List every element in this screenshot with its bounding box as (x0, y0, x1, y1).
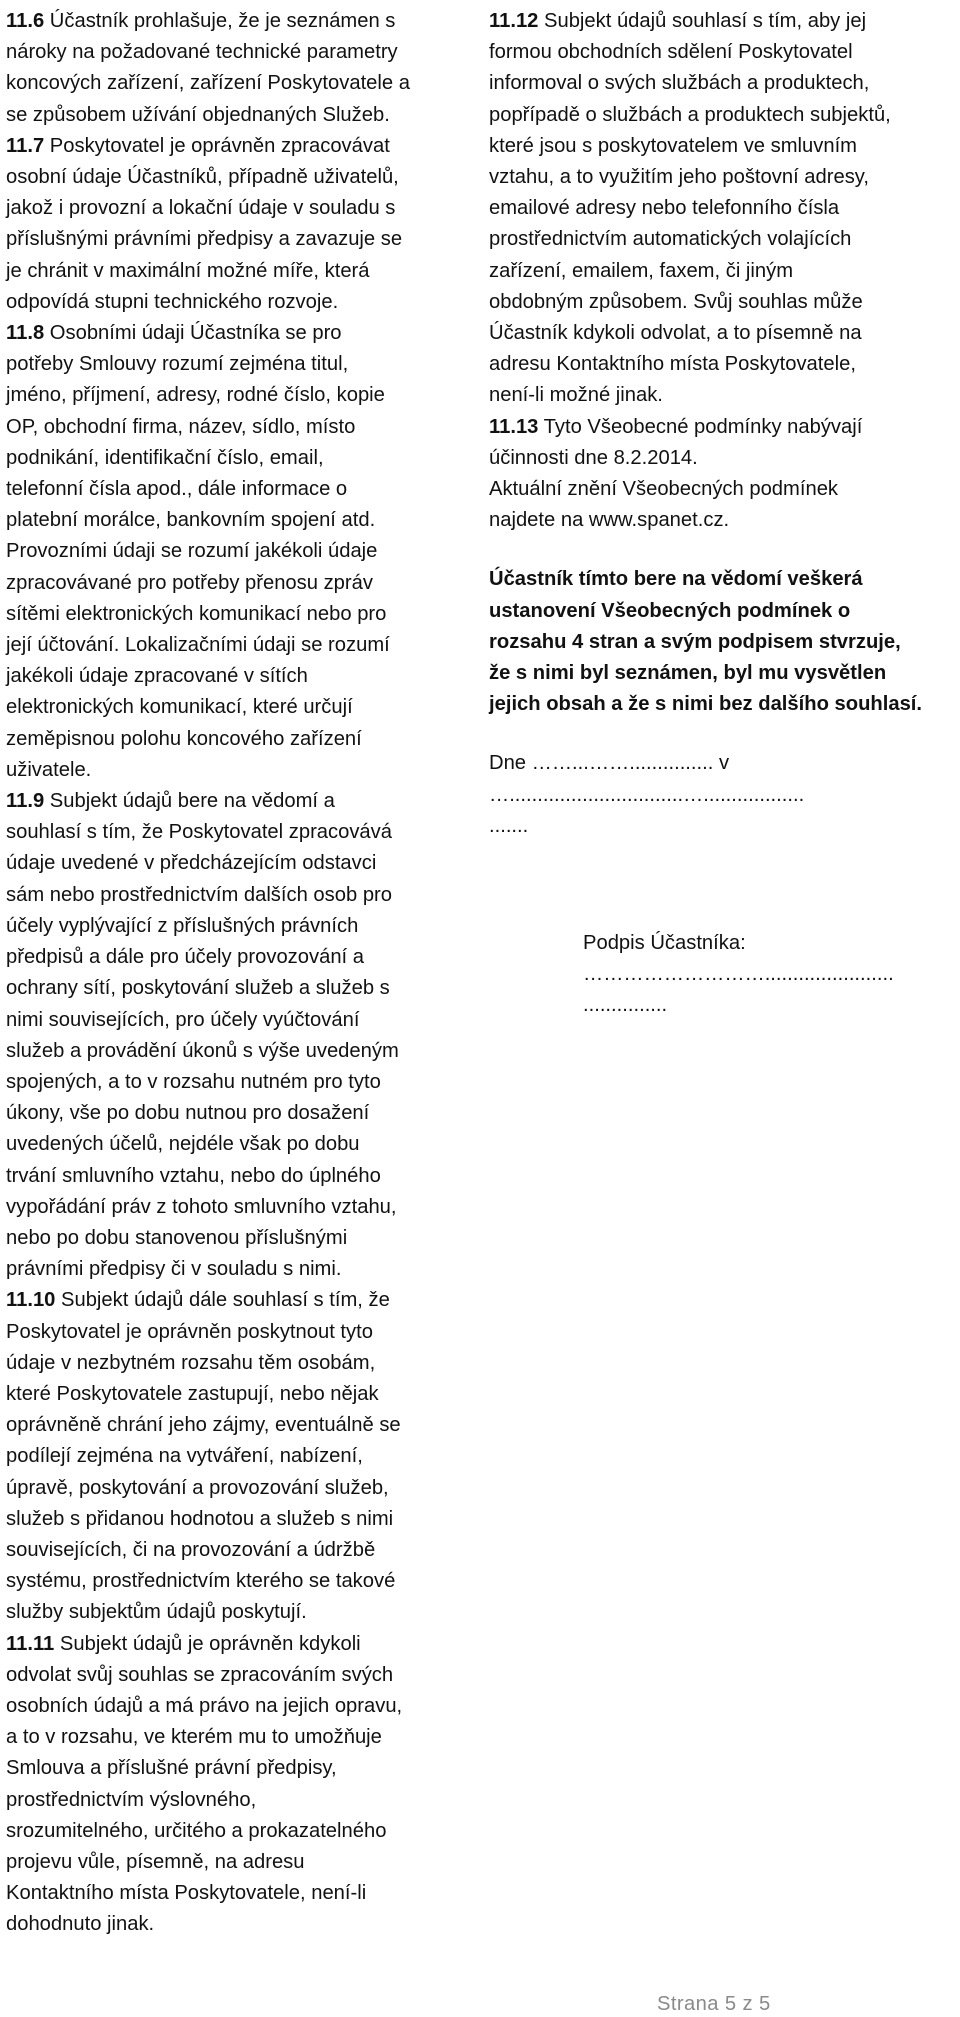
text-line: potřeby Smlouvy rozumí zejména titul, (6, 353, 349, 376)
text-line: Aktuální znění Všeobecných podmínek (489, 478, 839, 501)
paragraph-number: 11.11 (6, 1632, 55, 1655)
paragraph-number: 11.6 (6, 10, 45, 32)
text-line: sítěmi elektronických komunikací nebo pro (6, 602, 387, 625)
text-line: spojených, a to v rozsahu nutném pro tyto (6, 1070, 381, 1093)
text-line: právními předpisy či v souladu s nimi. (6, 1258, 342, 1281)
text-line: služby subjektům údajů poskytují. (6, 1601, 307, 1624)
text-line: sám nebo prostřednictvím dalších osob pro (6, 883, 392, 906)
text-line: najdete na www.spanet.cz. (489, 509, 730, 532)
text-line: emailové adresy nebo telefonního čísla (489, 197, 840, 220)
text-line: že s nimi byl seznámen, byl mu vysvětlen (489, 662, 887, 685)
right-column (489, 6, 959, 1022)
text-line: příslušnými právními předpisy a zavazuje se (6, 228, 403, 251)
text-line: úkony, vše po dobu nutnou pro dosažení (6, 1102, 370, 1125)
text-line: podnikání, identifikační číslo, email, (6, 446, 324, 469)
text-line: formou obchodních sdělení Poskytovatel (489, 41, 853, 64)
text-line: ustanovení Všeobecných podmínek o (489, 599, 851, 622)
text-line: systému, prostřednictvím kterého se takové (6, 1570, 396, 1593)
paragraph-number: 11.7 (6, 134, 45, 157)
text-line: údaje uvedené v předcházejícím odstavci (6, 852, 377, 875)
text-line: které Poskytovatele zastupují, nebo nějak (6, 1382, 379, 1405)
place-line: …...............................….................. (489, 783, 805, 806)
text-line: dohodnuto jinak. (6, 1913, 155, 1936)
text-line: prostřednictvím výslovného, (6, 1788, 257, 1811)
paragraph-number: 11.10 (6, 1289, 56, 1312)
date-line: Dne ……...……............... v (489, 752, 730, 775)
text-line: služeb s přidanou hodnotou a služeb s nimi (6, 1507, 394, 1530)
text-line: elektronických komunikací, které určují (6, 696, 353, 719)
text-line: Smlouva a příslušné právní předpisy, (6, 1757, 337, 1780)
signature-label: Podpis Účastníka: (583, 932, 746, 955)
text-line: Kontaktního místa Poskytovatele, není-li (6, 1882, 367, 1905)
text-line: zpracovávané pro potřeby přenosu zpráv (6, 571, 373, 594)
spacer (489, 536, 959, 564)
text-line: zařízení, emailem, faxem, či jiným (489, 259, 794, 282)
text-line: Účastník prohlašuje, že je seznámen s (44, 10, 396, 32)
text-line: souhlasí s tím, že Poskytovatel zpracovává (6, 821, 392, 844)
text-line: Provozními údaji se rozumí jakékoli údaje (6, 540, 378, 563)
text-line: osobní údaje Účastníků, případně uživatelů, (6, 166, 399, 189)
text-line: které jsou s poskytovatelem ve smluvním (489, 134, 857, 157)
text-line: rozsahu 4 stran a svým podpisem stvrzuje, (489, 630, 901, 653)
text-line: popřípadě o službách a produktech subjektů, (489, 103, 891, 126)
text-line: obdobným způsobem. Svůj souhlas může (489, 290, 863, 313)
text-line: Subjekt údajů dále souhlasí s tím, že (55, 1289, 390, 1312)
text-line: vypořádání práv z tohoto smluvního vztahu, (6, 1195, 397, 1218)
text-line: podílejí zejména na vytváření, nabízení, (6, 1445, 363, 1468)
text-line: vztahu, a to využitím jeho poštovní adresy, (489, 166, 870, 189)
text-line: není-li možné jinak. (489, 384, 663, 407)
date-place-field (489, 748, 959, 842)
text-line: adresu Kontaktního místa Poskytovatele, (489, 353, 856, 376)
paragraph-11-6 (6, 6, 476, 131)
text-line: je chránit v maximální možné míře, která (6, 259, 370, 282)
paragraph-11-7 (6, 131, 476, 318)
acknowledgement-statement (489, 564, 959, 720)
text-line: nimi souvisejících, pro účely vyúčtování (6, 1008, 360, 1031)
text-line: jméno, příjmení, adresy, rodné číslo, kopie (6, 384, 385, 407)
text-line: Účastník tímto bere na vědomí veškerá (489, 568, 863, 591)
text-line: telefonní čísla apod., dále informace o (6, 478, 348, 501)
paragraph-11-9 (6, 786, 476, 1285)
signature-line: ………………………....................... (583, 963, 894, 986)
text-line: Osobními údaji Účastníka se pro (44, 322, 342, 345)
text-line: uživatele. (6, 758, 92, 781)
page-number: Strana 5 z 5 (657, 1993, 771, 2015)
text-line: informoval o svých službách a produktech, (489, 72, 870, 95)
text-line: účely vyplývající z příslušných právních (6, 914, 359, 937)
text-line: trvání smluvního vztahu, nebo do úplného (6, 1164, 381, 1187)
text-line: Subjekt údajů bere na vědomí a (44, 790, 335, 813)
text-line: oprávněně chrání jeho zájmy, eventuálně se (6, 1414, 401, 1437)
text-line: úpravě, poskytování a provozování služeb, (6, 1476, 389, 1499)
paragraph-11-10 (6, 1285, 476, 1628)
paragraph-number: 11.8 (6, 322, 45, 345)
paragraph-11-11 (6, 1629, 476, 1941)
text-line: údaje v nezbytném rozsahu těm osobám, (6, 1351, 376, 1374)
signature-line-end: ............... (583, 994, 668, 1017)
text-line: odpovídá stupni technického rozvoje. (6, 290, 339, 313)
text-line: projevu vůle, písemně, na adresu (6, 1850, 305, 1873)
spacer (489, 720, 959, 748)
text-line: uvedených účelů, nejdéle však po dobu (6, 1133, 360, 1156)
paragraph-number: 11.9 (6, 790, 45, 813)
text-line: zeměpisnou polohu koncového zařízení (6, 727, 362, 750)
spacer (489, 842, 959, 928)
text-line: srozumitelného, určitého a prokazatelného (6, 1819, 387, 1842)
text-line: odvolat svůj souhlas se zpracováním svých (6, 1663, 394, 1686)
text-line: Účastník kdykoli odvolat, a to písemně na (489, 322, 862, 345)
text-line: osobních údajů a má právo na jejich opravu, (6, 1694, 403, 1717)
text-line: ochrany sítí, poskytování služeb a služeb s (6, 977, 390, 1000)
text-line: nebo po dobu stanovenou příslušnými (6, 1226, 348, 1249)
text-line: a to v rozsahu, ve kterém mu to umožňuje (6, 1726, 382, 1749)
text-line: souvisejících, či na provozování a údržbě (6, 1538, 376, 1561)
paragraph-11-8 (6, 318, 476, 786)
text-line: předpisů a dále pro účely provozování a (6, 946, 364, 969)
paragraph-11-13 (489, 412, 959, 474)
text-line: jakož i provozní a lokační údaje v souladu s (6, 197, 396, 220)
text-line: Poskytovatel je oprávněn poskytnout tyto (6, 1320, 373, 1343)
text-line: jakékoli údaje zpracované v sítích (6, 665, 308, 688)
text-line: nároky na požadované technické parametry (6, 41, 398, 64)
text-line: se způsobem užívání objednaných Služeb. (6, 103, 390, 126)
paragraph-number: 11.13 (489, 415, 539, 438)
text-line: Tyto Všeobecné podmínky nabývají (538, 415, 863, 438)
paragraph-number: 11.12 (489, 10, 539, 32)
place-line-end: ....... (489, 814, 529, 837)
current-version-note (489, 474, 959, 536)
text-line: její účtování. Lokalizačními údaji se rozumí (6, 634, 390, 657)
text-line: účinnosti dne 8.2.2014. (489, 446, 698, 469)
text-line: platební morálce, bankovním spojení atd. (6, 509, 376, 532)
left-column (6, 6, 476, 1941)
text-line: OP, obchodní firma, název, sídlo, místo (6, 415, 356, 438)
text-line: Subjekt údajů je oprávněn kdykoli (54, 1632, 361, 1655)
text-line: Poskytovatel je oprávněn zpracovávat (44, 134, 390, 157)
paragraph-11-12 (489, 6, 959, 412)
text-line: prostřednictvím automatických volajících (489, 228, 852, 251)
text-line: služeb a provádění úkonů s výše uvedeným (6, 1039, 399, 1062)
text-line: jejich obsah a že s nimi bez dalšího souhlasí. (489, 693, 923, 716)
text-line: koncových zařízení, zařízení Poskytovatele a (6, 72, 410, 95)
text-line: Subjekt údajů souhlasí s tím, aby jej (538, 10, 867, 32)
signature-block (583, 928, 959, 1022)
